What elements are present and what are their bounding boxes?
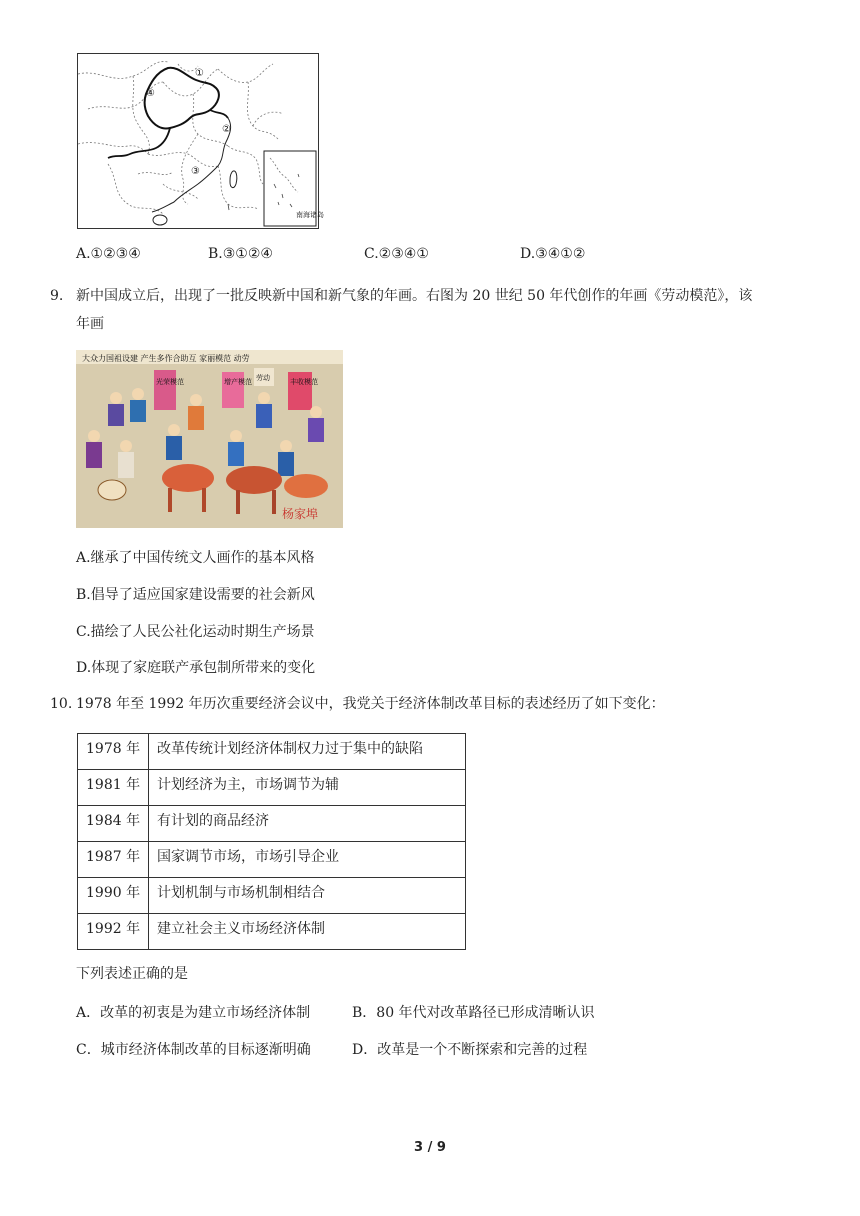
q10-option-a[interactable]: A．改革的初衷是为建立市场经济体制 <box>76 1005 311 1021</box>
table-text: 有计划的商品经济 <box>149 806 466 842</box>
q9-option-d[interactable]: D.体现了家庭联产承包制所带来的变化 <box>76 660 316 676</box>
q8-option-d[interactable]: D.③④①② <box>520 246 586 262</box>
table-year: 1987 年 <box>78 842 149 878</box>
china-map-svg <box>78 54 324 228</box>
q9-option-a[interactable]: A.继承了中国传统文人画作的基本风格 <box>76 550 315 566</box>
painting-banner-text: 大众力国祖设建 产生多作合助互 家丽模范 动劳 <box>82 354 250 363</box>
table-year: 1978 年 <box>78 734 149 770</box>
q10-option-c[interactable]: C．城市经济体制改革的目标逐渐明确 <box>76 1042 311 1058</box>
labor-model-painting <box>76 350 343 528</box>
q10-stem: 1978 年至 1992 年历次重要经济会议中，我党关于经济体制改革目标的表述经历了如下变化： <box>76 696 665 712</box>
table-row <box>78 806 466 842</box>
table-year: 1992 年 <box>78 914 149 950</box>
table-row <box>78 734 466 770</box>
map-marker-4: ④ <box>146 88 155 99</box>
q9-stem-line2: 年画 <box>76 316 104 332</box>
table-row <box>78 878 466 914</box>
table-row <box>78 770 466 806</box>
inset-label: 南海诸岛 <box>296 211 324 219</box>
q10-number: 10. <box>50 696 73 712</box>
table-year: 1981 年 <box>78 770 149 806</box>
page-number: 3 / 9 <box>414 1140 446 1155</box>
painting-svg <box>76 350 343 528</box>
q10-option-b[interactable]: B．80 年代对改革路径已形成清晰认识 <box>352 1005 595 1021</box>
reform-timeline-table <box>77 733 466 950</box>
q10-option-d[interactable]: D．改革是一个不断探索和完善的过程 <box>352 1042 588 1058</box>
q10-prompt: 下列表述正确的是 <box>76 966 188 982</box>
table-row <box>78 914 466 950</box>
painting-seal: 杨家埠 <box>282 507 319 521</box>
flag-4-text: 丰收模范 <box>290 378 318 386</box>
q8-option-c[interactable]: C.②③④① <box>364 246 429 262</box>
q8-option-a[interactable]: A.①②③④ <box>76 246 141 262</box>
q9-option-b[interactable]: B.倡导了适应国家建设需要的社会新风 <box>76 587 315 603</box>
flag-1-text: 光荣模范 <box>156 378 184 386</box>
q9-stem-line1: 新中国成立后，出现了一批反映新中国和新气象的年画。右图为 20 世纪 50 年代创作的年画《劳动模范》，该 <box>76 288 753 304</box>
map-marker-3: ③ <box>191 166 200 177</box>
table-row <box>78 842 466 878</box>
table-year: 1990 年 <box>78 878 149 914</box>
flag-2-text: 增产模范 <box>224 378 252 386</box>
q9-option-c[interactable]: C.描绘了人民公社化运动时期生产场景 <box>76 624 315 640</box>
table-text: 建立社会主义市场经济体制 <box>149 914 466 950</box>
map-marker-1: ① <box>195 68 204 79</box>
map-marker-2: ② <box>222 124 231 135</box>
flag-3-text: 劳动 <box>256 374 270 382</box>
table-year: 1984 年 <box>78 806 149 842</box>
q8-option-b[interactable]: B.③①②④ <box>208 246 273 262</box>
table-text: 计划经济为主，市场调节为辅 <box>149 770 466 806</box>
table-text: 改革传统计划经济体制权力过于集中的缺陷 <box>149 734 466 770</box>
china-map-figure <box>77 53 324 229</box>
table-text: 国家调节市场，市场引导企业 <box>149 842 466 878</box>
table-text: 计划机制与市场机制相结合 <box>149 878 466 914</box>
q9-number: 9. <box>50 288 64 304</box>
